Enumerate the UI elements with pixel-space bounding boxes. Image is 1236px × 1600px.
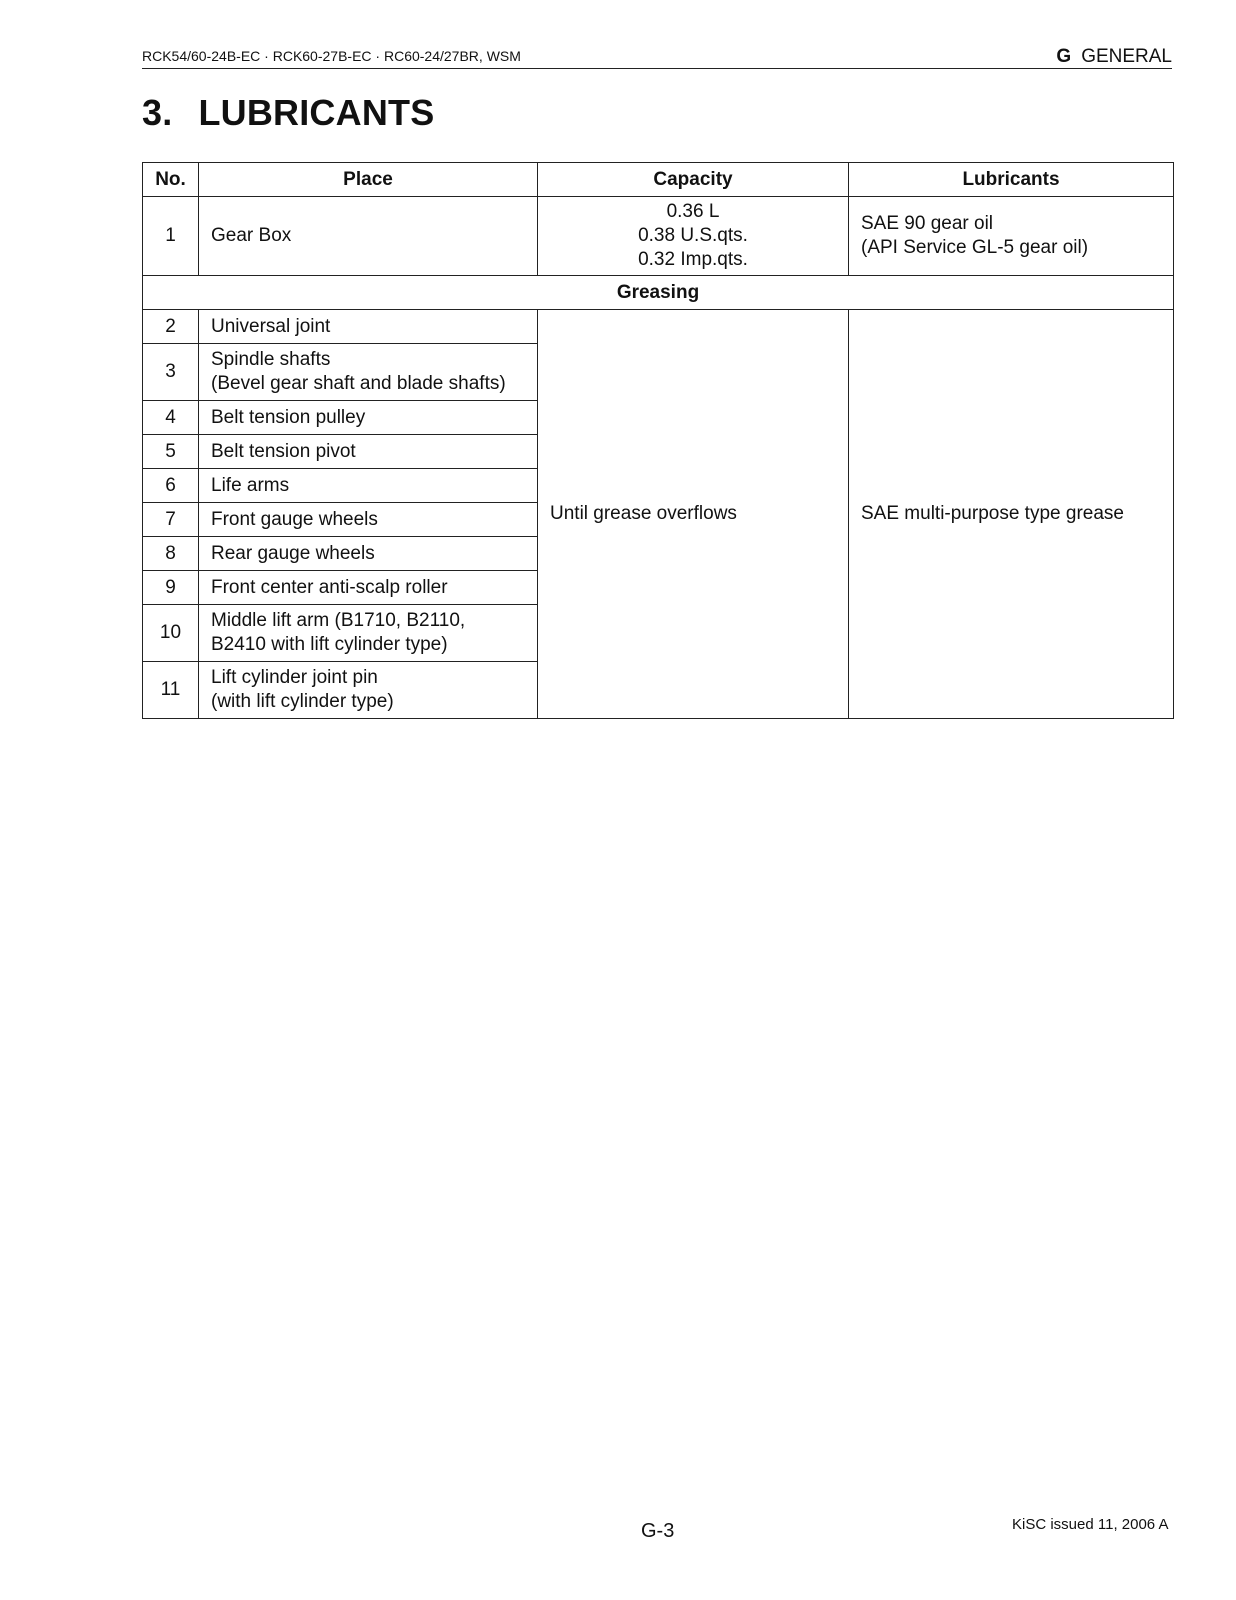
lubricant-line: SAE 90 gear oil: [861, 213, 994, 234]
row-place: [199, 310, 538, 344]
header-lubricants: Lubricants: [849, 163, 1174, 197]
row-no: 10: [143, 605, 199, 662]
place-line: (Bevel gear shaft and blade shafts): [211, 373, 506, 394]
place-line: Belt tension pivot: [211, 440, 356, 462]
place-line: Front gauge wheels: [211, 508, 378, 530]
row-place: [199, 662, 538, 719]
place-line: (with lift cylinder type): [211, 691, 394, 712]
capacity-us-qts: 0.38 U.S.qts.: [638, 225, 748, 246]
place-line: Life arms: [211, 474, 290, 496]
gear-box-capacity: [538, 197, 849, 276]
row-place: [199, 469, 538, 503]
lubricant-line: (API Service GL-5 gear oil): [861, 237, 1089, 258]
row-no: 2: [143, 310, 199, 344]
place-line: Spindle shafts: [211, 349, 331, 370]
page-title: [142, 92, 434, 134]
place-line: Rear gauge wheels: [211, 542, 375, 564]
row-no: 3: [143, 344, 199, 401]
lubricants-table: [142, 162, 1174, 719]
row-no: 4: [143, 401, 199, 435]
table-header-row: [143, 163, 1174, 197]
page-number: G-3: [641, 1520, 675, 1542]
section-label: [1056, 46, 1172, 68]
greasing-label: Greasing: [143, 276, 1174, 310]
row-no: 9: [143, 571, 199, 605]
row-no: 1: [143, 197, 199, 276]
greasing-capacity: Until grease overflows: [538, 310, 849, 719]
page-header: [142, 46, 1172, 69]
section-letter: G: [1056, 46, 1072, 67]
issue-note: KiSC issued 11, 2006 A: [1012, 1516, 1169, 1533]
title-number: 3.: [142, 92, 173, 133]
title-text: LUBRICANTS: [198, 92, 435, 133]
header-no: No.: [143, 163, 199, 197]
row-place: [199, 401, 538, 435]
row-no: 5: [143, 435, 199, 469]
row-place: [199, 344, 538, 401]
place-line: Lift cylinder joint pin: [211, 667, 378, 688]
greasing-section-row: [143, 276, 1174, 310]
row-place: [199, 571, 538, 605]
gear-box-lubricant: [849, 197, 1174, 276]
model-line: RCK54/60-24B-EC · RCK60-27B-EC · RC60-24/27BR, WSM: [142, 48, 521, 64]
place-line: Middle lift arm (B1710, B2110,: [211, 610, 466, 631]
row-place: [199, 503, 538, 537]
header-place: Place: [199, 163, 538, 197]
table-row-gear-box: [143, 197, 1174, 276]
place-line: Belt tension pulley: [211, 406, 366, 428]
header-capacity: Capacity: [538, 163, 849, 197]
capacity-imp-qts: 0.32 Imp.qts.: [638, 249, 748, 270]
capacity-liters: 0.36 L: [666, 201, 720, 222]
row-no: 6: [143, 469, 199, 503]
row-place: [199, 605, 538, 662]
row-place: Gear Box: [199, 197, 538, 276]
row-place: [199, 537, 538, 571]
place-line: B2410 with lift cylinder type): [211, 634, 448, 655]
greasing-lubricant: SAE multi-purpose type grease: [849, 310, 1174, 719]
row-no: 7: [143, 503, 199, 537]
row-place: [199, 435, 538, 469]
section-name: GENERAL: [1081, 46, 1172, 67]
table-row: [143, 310, 1174, 344]
row-no: 11: [143, 662, 199, 719]
place-line: Universal joint: [211, 315, 331, 337]
row-no: 8: [143, 537, 199, 571]
place-line: Front center anti-scalp roller: [211, 576, 448, 598]
